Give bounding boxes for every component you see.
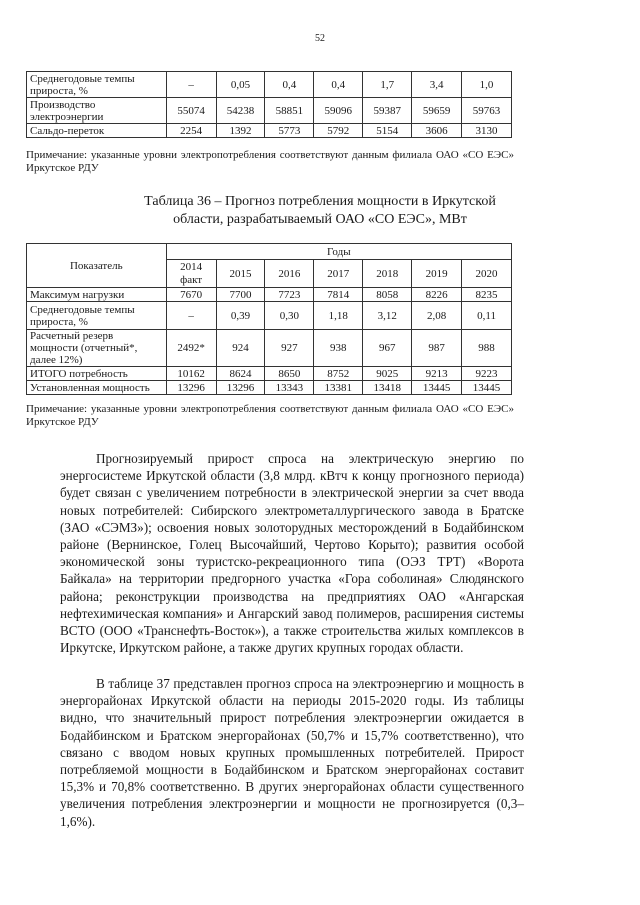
table-cell: 924 xyxy=(216,330,265,367)
table-cell: 55074 xyxy=(166,98,216,124)
year-header: 2019 xyxy=(412,260,462,288)
table-row xyxy=(27,302,512,330)
table-cell: 10162 xyxy=(166,367,216,381)
table-cell: 8058 xyxy=(363,288,412,302)
table-cell: 1,18 xyxy=(314,302,363,330)
row-label: Установленная мощность xyxy=(27,381,167,395)
table-caption xyxy=(0,193,640,229)
table-cell: 3,12 xyxy=(363,302,412,330)
table-cell: 5773 xyxy=(265,124,314,138)
table-cell: 59659 xyxy=(412,98,462,124)
column-header-indicator: Показатель xyxy=(27,244,167,288)
table-cell: 13296 xyxy=(166,381,216,395)
table-row xyxy=(27,381,512,395)
table-cell: 9223 xyxy=(462,367,512,381)
table-cell: 7700 xyxy=(216,288,265,302)
table-cell: 988 xyxy=(462,330,512,367)
table-cell: 3130 xyxy=(462,124,512,138)
table-cell: 8752 xyxy=(314,367,363,381)
row-label: Среднегодовые темпы прироста, % xyxy=(27,302,167,330)
row-label: Максимум нагрузки xyxy=(27,288,167,302)
table-cell: 59096 xyxy=(314,98,363,124)
caption-text: Таблица 36 – Прогноз потребления мощности в Иркутской области, разрабатываемый ОАО «СО ЕЭС», МВт xyxy=(144,194,496,227)
generation-table xyxy=(26,71,512,138)
table-row xyxy=(27,288,512,302)
table-cell: 0,4 xyxy=(265,72,314,98)
table-cell: 1,0 xyxy=(462,72,512,98)
year-header: 2020 xyxy=(462,260,512,288)
column-header-years: Годы xyxy=(166,244,511,260)
table-row xyxy=(27,98,512,124)
row-label: Сальдо-переток xyxy=(27,124,167,138)
row-label: Расчетный резерв мощности (отчетный*, далее 12%) xyxy=(27,330,167,367)
table-cell: 7670 xyxy=(166,288,216,302)
table-cell: 967 xyxy=(363,330,412,367)
table-cell: 5154 xyxy=(363,124,412,138)
table-cell: 2254 xyxy=(166,124,216,138)
table-cell: 2492* xyxy=(166,330,216,367)
table-cell: 13445 xyxy=(462,381,512,395)
paragraph-table-37 xyxy=(60,675,524,830)
table-cell: 13445 xyxy=(412,381,462,395)
table-cell: 13296 xyxy=(216,381,265,395)
table-cell: 8235 xyxy=(462,288,512,302)
table-cell: 927 xyxy=(265,330,314,367)
table-cell: 58851 xyxy=(265,98,314,124)
table-cell: 3,4 xyxy=(412,72,462,98)
table-note: Примечание: указанные уровни электропотребления соответствуют данным филиала ОАО «СО ЕЭС» Иркутское РДУ xyxy=(26,149,514,174)
table-cell: 13418 xyxy=(363,381,412,395)
table-cell: 0,05 xyxy=(216,72,265,98)
row-label: ИТОГО потребность xyxy=(27,367,167,381)
table-cell: 59763 xyxy=(462,98,512,124)
table-cell: 13381 xyxy=(314,381,363,395)
table-cell: 8226 xyxy=(412,288,462,302)
table-cell: 0,4 xyxy=(314,72,363,98)
header-row xyxy=(27,244,512,260)
table-cell: 7814 xyxy=(314,288,363,302)
page-number: 52 xyxy=(315,33,325,44)
year-header: 2015 xyxy=(216,260,265,288)
table-cell: 0,39 xyxy=(216,302,265,330)
table-row xyxy=(27,367,512,381)
year-header: 2018 xyxy=(363,260,412,288)
table-cell: 54238 xyxy=(216,98,265,124)
table-cell: 9213 xyxy=(412,367,462,381)
table-cell: 8650 xyxy=(265,367,314,381)
table-cell: 2,08 xyxy=(412,302,462,330)
paragraph-demand-growth xyxy=(60,450,524,656)
table-row xyxy=(27,124,512,138)
row-label: Производство электроэнергии xyxy=(27,98,167,124)
table-cell: 1392 xyxy=(216,124,265,138)
table-cell: 5792 xyxy=(314,124,363,138)
table-cell: 8624 xyxy=(216,367,265,381)
table-cell: 1,7 xyxy=(363,72,412,98)
paragraph-text: Прогнозируемый прирост спроса на электрическую энергию по энергосистеме Иркутской области (3,8 млрд. кВтч к концу прогнозного периода) будет связан с увеличением потребности в электрической энергии за счет ввода новых потребителей: Сибирского электрометаллургического завода в Братске (ЗАО «СЭМЗ»); освоения новых золоторудных месторождений в Бодайбинском районе (Вернинское, Голец Высочайший, Чертово Корыто); развития особой экономической зоны туристско-рекреационного типа (ОЭЗ ТРТ) «Ворота Байкала» на территории предгорного участка «Гора соболиная» Слюдянского района; реконструкции производства на предприятиях ОАО «Ангарская нефтехимическая компания» и Ангарский завод полимеров, расширения системы ВСТО (ООО «Транснефть-Восток»), а также строительства жилых комплексов в Иркутске, Иркутском районе, а также других крупных городах области. xyxy=(60,451,524,656)
year-header: 2016 xyxy=(265,260,314,288)
row-label: Среднегодовые темпы прироста, % xyxy=(27,72,167,98)
table-cell: 59387 xyxy=(363,98,412,124)
table-row xyxy=(27,72,512,98)
table-cell: 938 xyxy=(314,330,363,367)
year-header: 2014 факт xyxy=(166,260,216,288)
capacity-forecast-table xyxy=(26,243,512,395)
table-cell: 987 xyxy=(412,330,462,367)
table-cell: 0,30 xyxy=(265,302,314,330)
table-cell: 3606 xyxy=(412,124,462,138)
table-row xyxy=(27,330,512,367)
table-cell: 0,11 xyxy=(462,302,512,330)
table-cell: – xyxy=(166,302,216,330)
year-header: 2017 xyxy=(314,260,363,288)
table-cell: – xyxy=(166,72,216,98)
table-cell: 9025 xyxy=(363,367,412,381)
table-cell: 13343 xyxy=(265,381,314,395)
paragraph-text: В таблице 37 представлен прогноз спроса на электроэнергию и мощность в энергорайонах Иркутской области на периоды 2015-2020 годы. Из таблицы видно, что значительный прирост потребления электроэнергии ожидается в Бодайбинском и Братском энергорайонах (50,7% и 15,7% соответственно), что связано с вводом новых крупных промышленных потребителей. Прирост потребляемой мощности в Бодайбинском и Братском энергорайонах составит 15,3% и 70,8% соответственно. В других энергорайонах области существенного увеличения потребления электроэнергии и мощности не прогнозируется (0,3–1,6%). xyxy=(60,676,524,829)
table-note: Примечание: указанные уровни электропотребления соответствуют данным филиала ОАО «СО ЕЭС» Иркутское РДУ xyxy=(26,403,514,428)
table-cell: 7723 xyxy=(265,288,314,302)
